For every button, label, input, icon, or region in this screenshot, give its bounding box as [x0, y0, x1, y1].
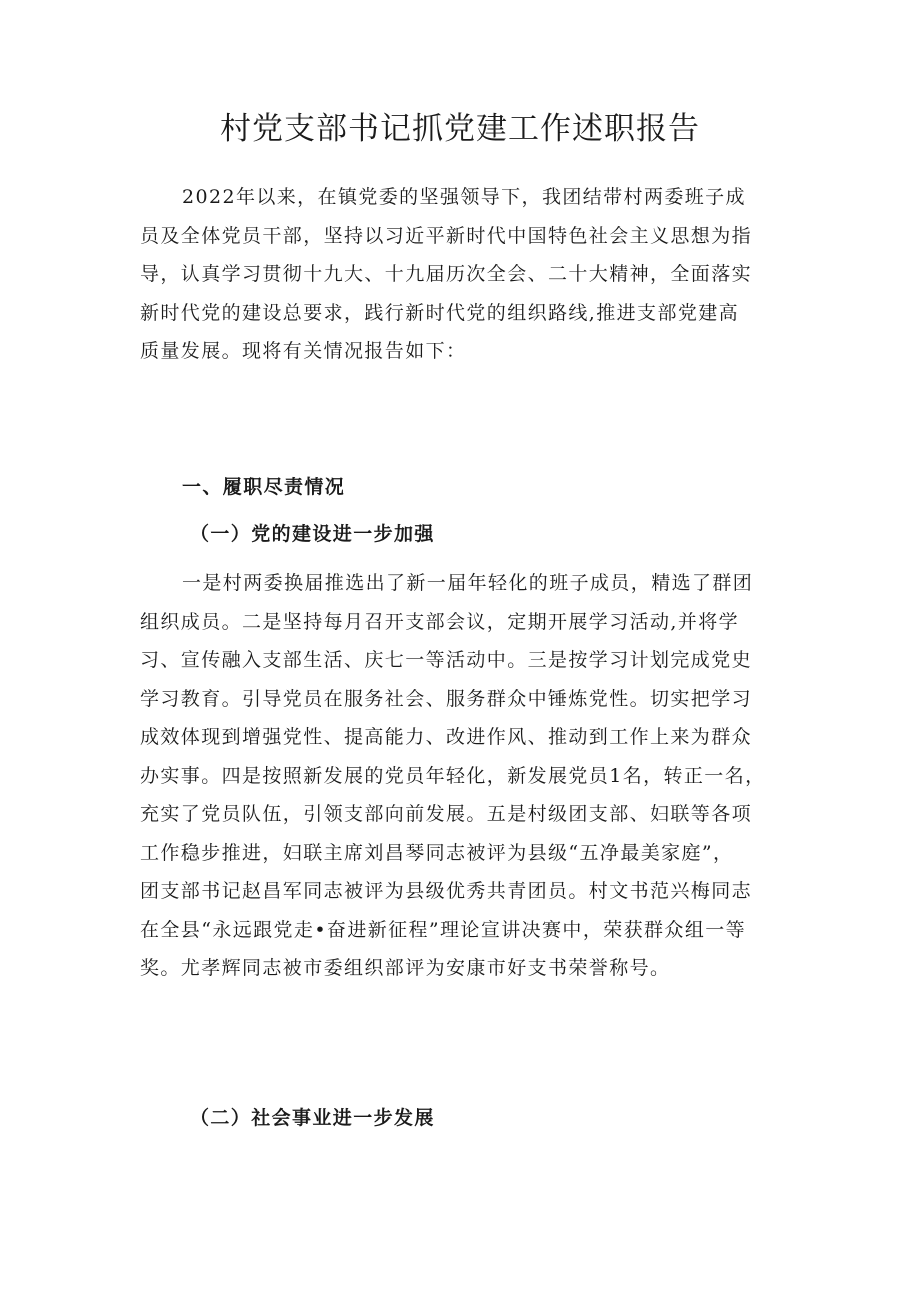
paragraph-line: 组织成员。二是坚持每月召开支部会议，定期开展学习活动,并将学: [140, 610, 740, 633]
subsection-heading: （二）社会事业进一步发展: [190, 1107, 435, 1129]
intro-line: 员及全体党员干部，坚持以习近平新时代中国特色社会主义思想为指: [140, 224, 753, 247]
paragraph-line: 充实了党员队伍，引领支部向前发展。五是村级团支部、妇联等各项: [140, 803, 753, 825]
intro-line: 导，认真学习贯彻十九大、十九届历次全会、二十大精神，全面落实: [140, 263, 753, 285]
paragraph-line: 学习教育。引导党员在服务社会、服务群众中锤炼党性。切实把学习: [140, 687, 753, 710]
section-heading: 一、履职尽责情况: [182, 476, 346, 498]
paragraph-line: 一是村两委换届推选出了新一届年轻化的班子成员，精选了群团: [182, 572, 754, 594]
party-building-paragraph: [140, 564, 800, 988]
paragraph-line: 奖。尤孝辉同志被市委组织部评为安康市好支书荣誉称号。: [140, 957, 671, 979]
intro-line: 质量发展。现将有关情况报告如下：: [140, 340, 467, 362]
intro-line: 新时代党的建设总要求，践行新时代党的组织路线,推进支部党建高: [140, 301, 740, 324]
paragraph-line: 成效体现到增强党性、提高能力、改进作风、推动到工作上来为群众: [140, 726, 753, 748]
paragraph-line: 工作稳步推进，妇联主席刘昌琴同志被评为县级“五净最美家庭”，: [140, 841, 734, 864]
document-title: 村党支部书记抓党建工作述职报告: [220, 111, 700, 147]
intro-paragraph: [140, 178, 800, 371]
intro-line: 2022年以来，在镇党委的坚强领导下，我团结带村两委班子成: [182, 186, 746, 208]
subsection-heading: （一）党的建设进一步加强: [190, 523, 435, 545]
paragraph-line: 在全县“永远跟党走•奋进新征程”理论宣讲决赛中，荣获群众组一等: [140, 918, 747, 941]
paragraph-line: 团支部书记赵昌军同志被评为县级优秀共青团员。村文书范兴梅同志: [140, 880, 753, 902]
paragraph-line: 习、宣传融入支部生活、庆七一等活动中。三是按学习计划完成党史: [140, 649, 753, 671]
paragraph-line: 办实事。四是按照新发展的党员年轻化，新发展党员1名，转正一名，: [140, 764, 766, 787]
